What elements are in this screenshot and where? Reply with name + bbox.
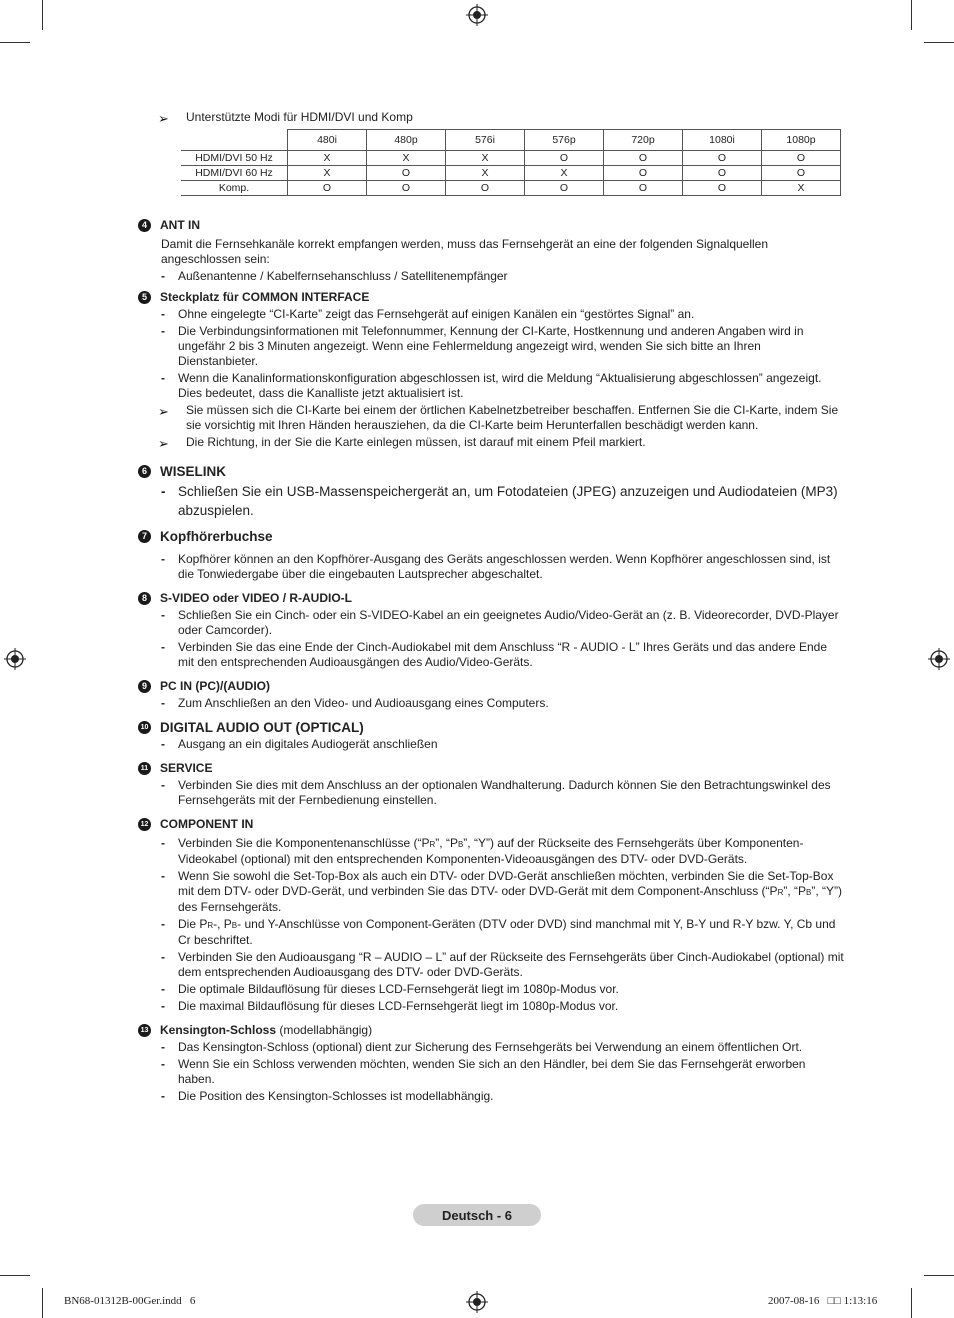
list-item xyxy=(138,608,844,638)
list-item-text: ”, “Y”) auf der Rückseite des Fernsehgeräts über Komponenten-Videokabel (optional) mit den entsprechenden Komponenten-Videoausgängen des DTV- oder DVD-Geräts. xyxy=(178,836,804,866)
bullet-dash: - xyxy=(161,324,165,338)
crop-mark xyxy=(911,0,912,30)
table-note-text: Unterstützte Modi für HDMI/DVI und Komp xyxy=(186,110,413,124)
list-item xyxy=(138,552,844,582)
list-item xyxy=(138,917,844,948)
crop-mark xyxy=(42,0,43,30)
bullet-dash: - xyxy=(161,836,165,850)
bullet-dash: - xyxy=(161,552,165,566)
table-cell: X xyxy=(525,166,604,181)
section-heading xyxy=(138,591,844,606)
table-header-cell: 576p xyxy=(525,130,604,151)
list-item xyxy=(138,1057,844,1087)
section-number: 12 xyxy=(138,818,151,831)
subscript: B xyxy=(231,921,238,930)
section-component-in xyxy=(138,817,844,1014)
section-pc-in xyxy=(138,679,844,711)
section-wiselink xyxy=(138,464,844,520)
table-cell: X xyxy=(367,151,446,166)
section-title: WISELINK xyxy=(160,464,226,479)
table-row xyxy=(181,181,841,196)
list-item xyxy=(138,836,844,867)
list-item xyxy=(138,1089,844,1104)
table-header-cell: 720p xyxy=(604,130,683,151)
section-number: 9 xyxy=(138,680,151,693)
list-item-text: Verbinden Sie die Komponentenanschlüsse (“P xyxy=(178,836,430,850)
table-header-cell: 1080p xyxy=(762,130,841,151)
list-item xyxy=(138,999,844,1014)
section-title: COMPONENT IN xyxy=(160,817,254,831)
section-number: 10 xyxy=(138,721,151,734)
bullet-dash: - xyxy=(161,999,165,1013)
bullet-dash: - xyxy=(161,1040,165,1054)
list-item-text: Kopfhörer können an den Kopfhörer-Ausgang des Geräts angeschlossen werden. Wenn Kopfhörer angeschlossen sind, ist die Tonwiedergabe über die eingebauten Lautsprecher abgeschaltet. xyxy=(178,552,831,581)
section-number: 6 xyxy=(138,465,151,478)
table-row-label: HDMI/DVI 60 Hz xyxy=(181,166,288,181)
list-item-text: ”, “P xyxy=(783,884,807,898)
bullet-dash: - xyxy=(161,696,165,710)
list-item-text: Die maximal Bildauflösung für dieses LCD-Fernsehgerät liegt im 1080p-Modus vor. xyxy=(178,999,619,1013)
table-cell: O xyxy=(762,151,841,166)
bullet-dash: - xyxy=(161,371,165,385)
list-item-text: Das Kensington-Schloss (optional) dient zur Sicherung des Fernsehgeräts bei Verwendung an einem öffentlichen Ort. xyxy=(178,1040,803,1054)
bullet-dash: - xyxy=(161,778,165,792)
registration-mark-icon xyxy=(4,648,26,670)
section-heading xyxy=(138,464,844,479)
bullet-dash: - xyxy=(161,608,165,622)
section-heading xyxy=(138,761,844,776)
table-cell: O xyxy=(683,151,762,166)
table-cell: O xyxy=(446,181,525,196)
bullet-dash: - xyxy=(161,917,165,931)
registration-mark-icon xyxy=(928,648,950,670)
table-header-row xyxy=(181,130,841,151)
section-heading xyxy=(138,529,844,544)
section-heading xyxy=(138,817,844,832)
section-heading xyxy=(138,720,844,735)
section-ant-in xyxy=(138,218,844,284)
section-number: 11 xyxy=(138,762,151,775)
section-heading xyxy=(138,218,844,233)
table-cell: O xyxy=(288,181,367,196)
section-title: ANT IN xyxy=(160,218,200,232)
table-header-cell: 480i xyxy=(288,130,367,151)
section-heading xyxy=(138,679,844,694)
crop-mark xyxy=(924,1275,954,1276)
list-item-text: ”, “P xyxy=(435,836,458,850)
table-cell: X xyxy=(446,151,525,166)
section-paragraph: Damit die Fernsehkanäle korrekt empfangen werden, muss das Fernsehgerät an eine der folgenden Signalquellen angeschlossen sein: xyxy=(161,237,769,266)
subscript: R xyxy=(429,840,436,849)
section-title: Kensington-Schloss xyxy=(160,1023,277,1037)
crop-mark xyxy=(924,42,954,43)
table-row-label: HDMI/DVI 50 Hz xyxy=(181,151,288,166)
date-slug: 2007-08-16 □□ 1:13:16 xyxy=(768,1295,878,1307)
bullet-dash: - xyxy=(161,950,165,964)
list-item xyxy=(138,482,844,520)
section-title: DIGITAL AUDIO OUT (OPTICAL) xyxy=(160,720,364,735)
list-item-text: Die Position des Kensington-Schlosses ist modellabhängig. xyxy=(178,1089,494,1103)
list-item xyxy=(138,778,844,808)
section-heading xyxy=(138,290,844,305)
registration-mark-icon xyxy=(466,1291,488,1313)
note-text: Die Richtung, in der Sie die Karte einlegen müssen, ist darauf mit einem Pfeil markiert. xyxy=(186,435,646,449)
section-title: PC IN (PC)/(AUDIO) xyxy=(160,679,270,693)
section-title: SERVICE xyxy=(160,761,213,775)
list-item-text: Verbinden Sie dies mit dem Anschluss an der optionalen Wandhalterung. Dadurch können Sie den Betrachtungswinkel des Fernsehgeräts mit der Fernbedienung einstellen. xyxy=(178,778,831,807)
list-item-text: Zum Anschließen an den Video- und Audioausgang eines Computers. xyxy=(178,696,549,710)
list-item-text: Außenantenne / Kabelfernsehanschluss / Satellitenempfänger xyxy=(178,269,508,283)
table-cell: O xyxy=(683,181,762,196)
section-title: S-VIDEO oder VIDEO / R-AUDIO-L xyxy=(160,591,353,605)
section-number: 4 xyxy=(138,219,151,232)
section-heading xyxy=(138,1023,844,1038)
table-cell: O xyxy=(525,151,604,166)
list-item xyxy=(138,640,844,670)
list-item xyxy=(138,371,844,401)
table-cell: O xyxy=(525,181,604,196)
list-item-text: Schließen Sie ein Cinch- oder ein S-VIDEO-Kabel an ein geeignetes Audio/Video-Gerät an (z. B. Videorecorder, DVD-Player oder Camcorder). xyxy=(178,608,839,637)
list-item-text: Verbinden Sie das eine Ende der Cinch-Audiokabel mit dem Anschluss “R - AUDIO - L” Ihres Geräts und das andere Ende mit den entsprechenden Audioausgängen des Audio/Video-Geräts. xyxy=(178,640,828,669)
page-content xyxy=(138,110,844,1104)
table-cell: O xyxy=(604,181,683,196)
subscript: B xyxy=(806,888,812,897)
bullet-dash: - xyxy=(161,269,165,283)
crop-mark xyxy=(0,42,30,43)
table-row xyxy=(181,166,841,181)
crop-mark xyxy=(42,1288,43,1318)
list-item-text: Die P xyxy=(178,917,208,931)
table-note xyxy=(138,110,844,125)
list-item-text: - und Y-Anschlüsse von Component-Geräten (DTV oder DVD) sind manchmal mit Y, B-Y und R-Y bzw. Y, Cb und Cr beschriftet. xyxy=(178,917,836,947)
section-common-interface xyxy=(138,290,844,450)
table-cell: X xyxy=(762,181,841,196)
list-item xyxy=(138,1040,844,1055)
list-item-text: Wenn Sie sowohl die Set-Top-Box als auch ein DTV- oder DVD-Gerät anschließen möchten, verbinden Sie die Set-Top-Box mit dem DTV- oder DVD-Gerät, und verbinden Sie das DTV- oder DVD-Gerät mit dem Component-Anschluss (“P xyxy=(178,869,834,898)
list-item-text: Wenn die Kanalinformationskonfiguration abgeschlossen ist, wird die Meldung “Aktualisierung abgeschlossen” angezeigt. Dies bedeutet, dass die Kanalliste jetzt aktualisiert ist. xyxy=(178,371,822,400)
list-item-text: Die Verbindungsinformationen mit Telefonnummer, Kennung der CI-Karte, Hostkennung und anderen Angaben wird in ungefähr 2 bis 3 Minuten angezeigt. Wenn eine Fehlermeldung angezeigt wird, wenden Sie sich bitte an Ihren Dienstanbieter. xyxy=(178,324,804,368)
list-item-text: Ohne eingelegte “CI-Karte” zeigt das Fernsehgerät auf einigen Kanälen ein “gestörtes Signal” an. xyxy=(178,307,695,321)
section-kensington xyxy=(138,1023,844,1104)
section-headphones xyxy=(138,529,844,582)
bullet-dash: - xyxy=(161,307,165,321)
section-title: Kopfhörerbuchse xyxy=(160,529,273,544)
table-cell: O xyxy=(604,151,683,166)
table-row xyxy=(181,151,841,166)
note-arrow-icon: ➢ xyxy=(158,404,169,419)
list-item-text: Verbinden Sie den Audioausgang “R – AUDIO – L” auf der Rückseite des Fernsehgeräts über Cinch-Audiokabel (optional) mit dem entsprechenden Audioausgang des DTV- oder DVD-Geräts. xyxy=(178,950,844,979)
bullet-dash: - xyxy=(161,640,165,654)
list-item-text: Wenn Sie ein Schloss verwenden möchten, wenden Sie sich an den Händler, bei dem Sie das Fernsehgerät erworben haben. xyxy=(178,1057,806,1086)
list-item-text: ”, “Y”) des Fernsehgeräts. xyxy=(178,884,843,914)
subscript: R xyxy=(207,921,214,930)
list-item xyxy=(138,696,844,711)
table-cell: O xyxy=(604,166,683,181)
table-header-cell: 480p xyxy=(367,130,446,151)
table-cell: X xyxy=(288,166,367,181)
section-title: Steckplatz für COMMON INTERFACE xyxy=(160,290,370,304)
table-cell: X xyxy=(446,166,525,181)
bullet-dash: - xyxy=(161,869,165,883)
table-cell: X xyxy=(288,151,367,166)
table-cell: O xyxy=(762,166,841,181)
list-item-text: Schließen Sie ein USB-Massenspeichergerät an, um Fotodateien (JPEG) anzuzeigen und Audiodateien (MP3) abzuspielen. xyxy=(178,484,838,518)
section-number: 13 xyxy=(138,1024,151,1037)
list-item-text: -, P xyxy=(213,917,232,931)
crop-mark xyxy=(0,1275,30,1276)
subscript: R xyxy=(777,888,784,897)
list-item-text: Die optimale Bildauflösung für dieses LCD-Fernsehgerät liegt im 1080p-Modus vor. xyxy=(178,982,619,996)
list-item xyxy=(138,269,844,284)
section-digital-audio-out xyxy=(138,720,844,752)
section-number: 5 xyxy=(138,291,151,304)
bullet-dash: - xyxy=(161,737,165,751)
section-service xyxy=(138,761,844,808)
table-header-cell: 576i xyxy=(446,130,525,151)
bullet-dash: - xyxy=(161,1089,165,1103)
registration-mark-icon xyxy=(466,4,488,26)
list-item-text: Ausgang an ein digitales Audiogerät anschließen xyxy=(178,737,438,751)
list-item xyxy=(138,869,844,915)
file-slug: BN68-01312B-00Ger.indd 6 xyxy=(64,1295,196,1307)
section-title-suffix: (modellabhängig) xyxy=(276,1023,373,1037)
list-item xyxy=(138,737,844,752)
page-number-badge: Deutsch - 6 xyxy=(413,1204,541,1226)
table-row-label: Komp. xyxy=(181,181,288,196)
table-cell: O xyxy=(367,181,446,196)
list-item xyxy=(138,950,844,980)
table-header-cell: 1080i xyxy=(683,130,762,151)
modes-table xyxy=(181,129,841,196)
list-item xyxy=(138,324,844,369)
note-text: Sie müssen sich die CI-Karte bei einem der örtlichen Kabelnetzbetreiber beschaffen. Entfernen Sie die CI-Karte, indem Sie sie vorsichtig mit Ihren Händen herausziehen, da die CI-Karte beim Herunterfallen beschädigt werden kann. xyxy=(186,403,839,432)
table-cell: O xyxy=(683,166,762,181)
note-arrow-icon: ➢ xyxy=(158,436,169,451)
subscript: B xyxy=(457,840,464,849)
table-cell: O xyxy=(367,166,446,181)
table-corner xyxy=(181,130,288,151)
list-item xyxy=(138,982,844,997)
bullet-dash: - xyxy=(161,982,165,996)
note-arrow-icon: ➢ xyxy=(158,111,169,126)
list-item xyxy=(138,307,844,322)
section-s-video xyxy=(138,591,844,670)
bullet-dash: - xyxy=(161,484,166,499)
crop-mark xyxy=(911,1288,912,1318)
note xyxy=(138,403,844,433)
section-number: 8 xyxy=(138,592,151,605)
section-number: 7 xyxy=(138,530,151,543)
bullet-dash: - xyxy=(161,1057,165,1071)
note xyxy=(138,435,844,450)
